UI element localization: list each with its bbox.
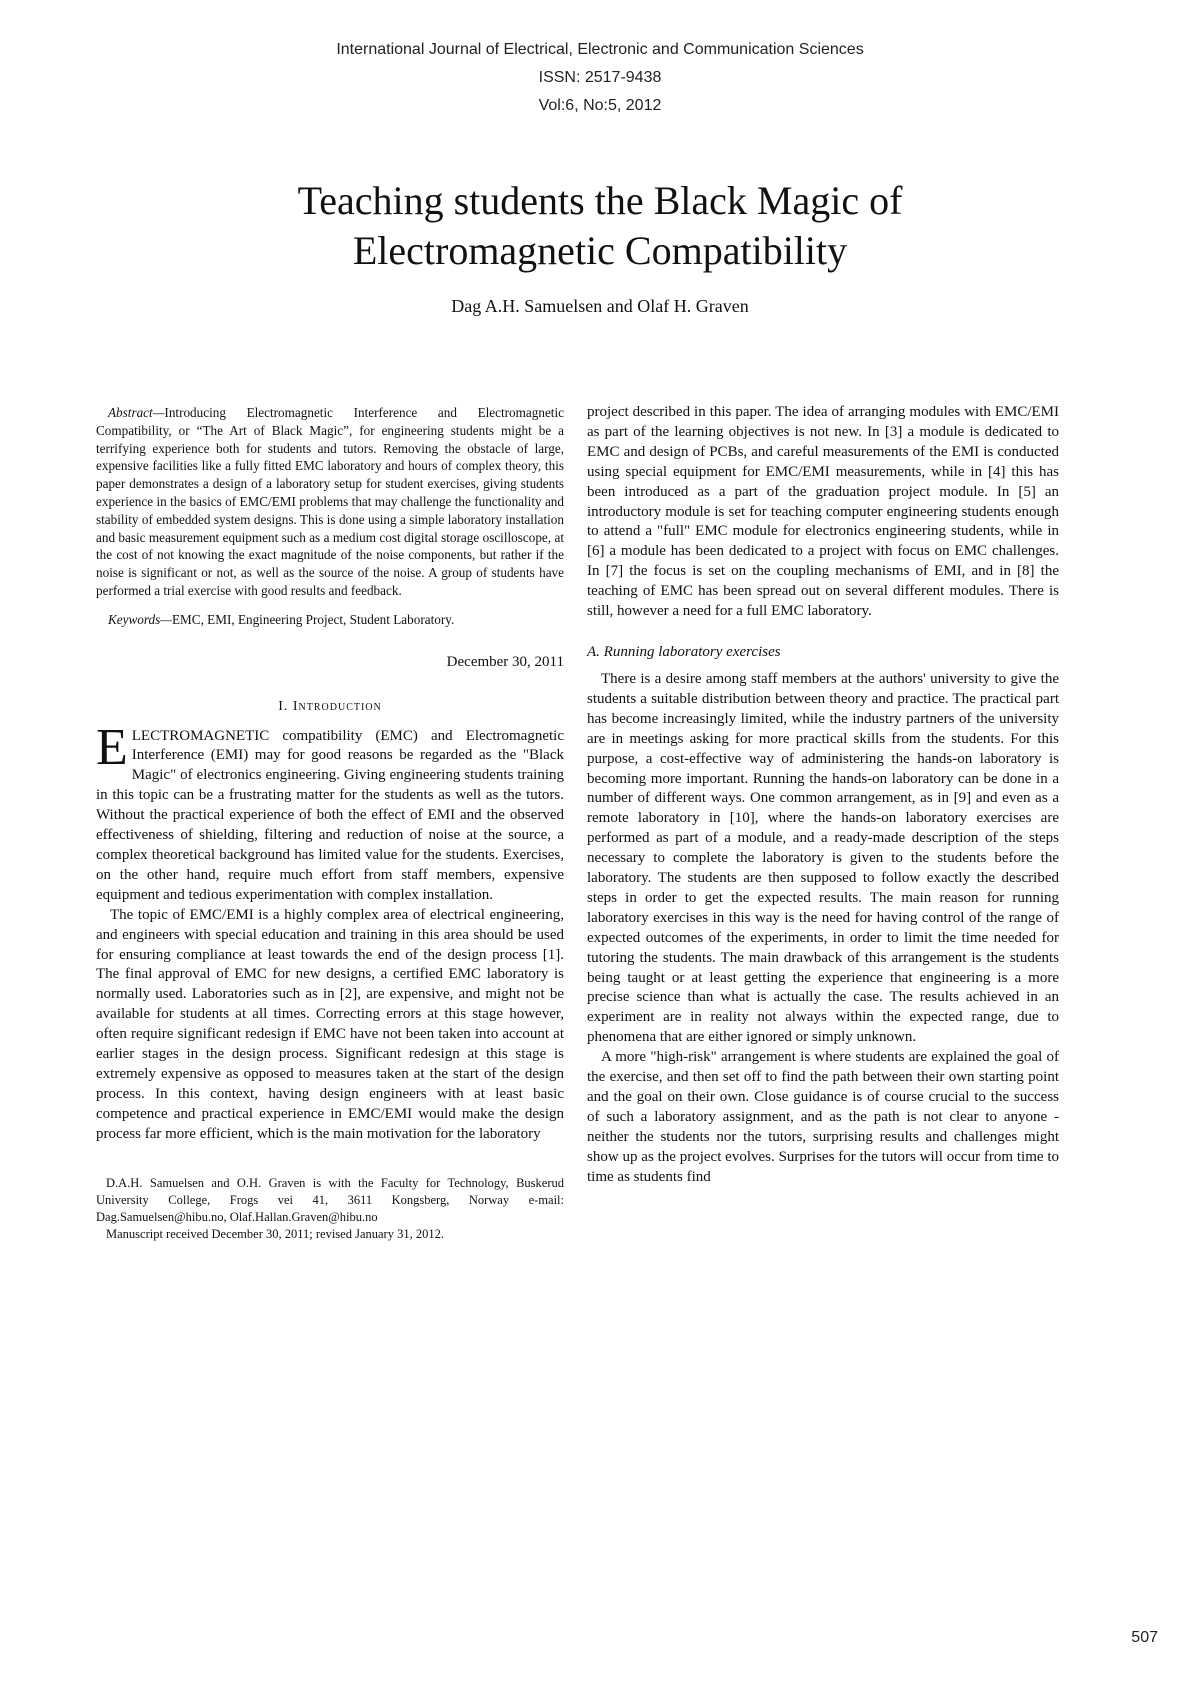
paper-title	[100, 176, 1100, 276]
abstract-label: Abstract—	[108, 405, 165, 420]
journal-name: International Journal of Electrical, Electronic and Communication Sciences	[336, 41, 864, 58]
keywords-label: Keywords—	[108, 611, 172, 627]
journal-issn: ISSN: 2517-9438	[538, 69, 662, 86]
journal-volume: Vol:6, No:5, 2012	[538, 97, 662, 114]
intro-paragraph-2: The topic of EMC/EMI is a highly complex area of electrical engineering, and engineers with special education and training in this area should be used for ensuring compliance at least towards the end of the design process [1]. The final approval of EMC for new designs, a certified EMC laboratory is normally used. Laboratories such as in [2], are expensive, and might not be available for students at all times. Correcting errors at this stage however, often require significant redesign if EMC have not been taken into account at earlier stages in the design process. Significant redesign at this stage is extremely expensive as opposed to measures taken at the start of the design process. In this context, having design engineers with at least basic competence and practical experience in EMC/EMI would make the design process far more efficient, which is the main motivation for the laboratory	[96, 906, 564, 1142]
abstract	[96, 404, 564, 600]
keywords-text: EMC, EMI, Engineering Project, Student Laboratory.	[172, 611, 455, 627]
abstract-text: Introducing Electromagnetic Interference and Electromagnetic Compatibility, or “The Art of Black Magic”, for engineering students might be a terrifying experience both for students and tutors. Removing the obstacle of large, expensive facilities like a fully fitted EMC laboratory and hours of complex theory, this paper demonstrates a design of a laboratory setup for student exercises, giving students experience in the basics of EMC/EMI problems that may challenge the functionality and stability of embedded system designs. This is done using a simple laboratory installation and basic measurement equipment such as a medium cost digital storage oscilloscope, at the cost of not knowing the exact magnitude of the noise components, but rather if the noise is significant or not, as well as the source of the noise. A group of students have performed a trial exercise with good results and feedback.	[96, 405, 564, 598]
paper-title-line-1: Teaching students the Black Magic of	[297, 178, 903, 223]
subsection-heading-running-laboratory-exercises: A. Running laboratory exercises	[587, 643, 781, 660]
lead-caps: LECTROMAGNETIC	[131, 727, 270, 744]
section-heading-introduction: I. Introduction	[278, 698, 382, 714]
left-column	[96, 404, 564, 1243]
right-paragraph-2: There is a desire among staff members at the authors' university to give the students a suitable distribution between theory and practice. The practical part has become increasingly limited, while the industry partners of the university are in meetings asking for more practical skills from the students. For this purpose, a cost-effective way of administering the hands-on laboratory is becoming more important. Running the hands-on laboratory can be done in a number of different ways. One common arrangement, as in [9] and even as a remote laboratory in [10], where the hands-on laboratory exercises are performed as part of a module, and a ready-made description of the steps necessary to complete the laboratory is given to the students before the laboratory. The students are then supposed to follow exactly the described steps in order to get the expected results. The main reason for running laboratory exercises in this way is the need for having control of the range of expected outcomes of the experiments, in order to limit the time needed for tutoring the students. The main drawback of this arrangement is the students being taught or at least getting the experience that engineering is a more precise science than what is actually the case. The results achieved in an experiment are in reality not always within the expected range, due to phenomena that are either ignored or simply unknown.	[587, 670, 1059, 1046]
right-paragraph-1: project described in this paper. The idea of arranging modules with EMC/EMI as part of the learning objectives is not new. In [3] a module is dedicated to EMC and design of PCBs, and careful measurements of the EMI is conducted using special equipment for EMC/EMI measurements, while in [4] this has been introduced as a part of the graduation project module. In [5] an introductory module is set for teaching computer engineering students enough to attend a "full" EMC module for electronics engineering students, while in [6] a module has been dedicated to a project with focus on EMC challenges. In [7] the focus is set on the coupling mechanisms of EMI, and in [8] the teaching of EMC has been spread out on several different modules. There is still, however a need for a full EMC laboratory.	[587, 404, 1059, 620]
paper-authors: Dag A.H. Samuelsen and Olaf H. Graven	[451, 296, 749, 316]
page-number: 507	[1131, 1629, 1158, 1646]
footnote-manuscript: Manuscript received December 30, 2011; revised January 31, 2012.	[106, 1226, 444, 1241]
paper-title-line-2: Electromagnetic Compatibility	[352, 228, 848, 273]
keywords	[96, 611, 564, 629]
intro-paragraph-1	[96, 718, 564, 906]
footnote-affiliation: D.A.H. Samuelsen and O.H. Graven is with the Faculty for Technology, Buskerud University College, Frogs vei 41, 3611 Kongsberg, Norway e-mail: Dag.Samuelsen@hibu.no, Olaf.Hallan.Graven@hibu.no	[96, 1175, 564, 1224]
intro-paragraph-1-text: compatibility (EMC) and Electromagnetic Interference (EMI) may for good reasons be regarded as the "Black Magic" of electronics engineering. Giving engineering students training in this topic can be a frustrating matter for the students as well as the tutors. Without the practical experience of both the effect of EMI and the observed effectiveness of shielding, filtering and reduction of noise at the source, a complex theoretical background has limited value for the students. Exercises, on the other hand, require much effort from staff members, expensive equipment and tedious experimentation with complex installation.	[96, 727, 564, 903]
paper-date: December 30, 2011	[446, 653, 564, 670]
right-column	[587, 403, 1059, 1188]
right-paragraph-3: A more "high-risk" arrangement is where students are explained the goal of the exercise, and then set off to find the path between their own starting point and the goal on their own. Close guidance is of course crucial to the success of such a laboratory assignment, and as the path is not clear to anyone - neither the students nor the tutors, surprising results and challenges might show up as the project evolves. Surprises for the tutors will occur from time to time as students find	[587, 1049, 1059, 1185]
drop-cap: E	[96, 718, 128, 776]
